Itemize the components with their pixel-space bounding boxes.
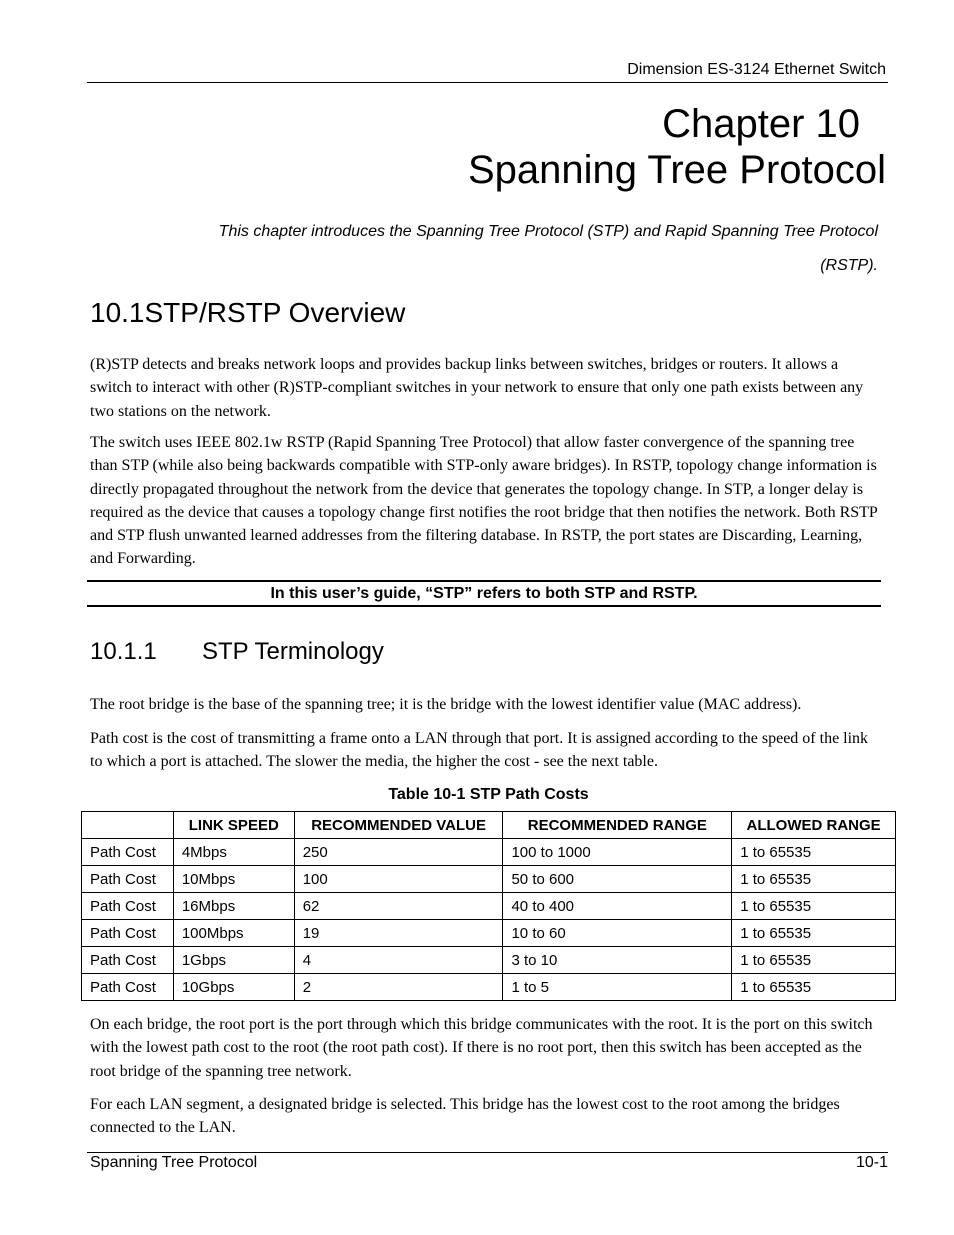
running-header: Dimension ES-3124 Ethernet Switch [627,61,886,78]
table-cell: 4Mbps [173,839,294,866]
paragraph-root-bridge: The root bridge is the base of the spanning tree; it is the bridge with the lowest identifier value (MAC address). [90,696,802,713]
section-heading: 10.1STP/RSTP Overview [90,297,406,328]
table-cell: 1 to 5 [503,974,732,1001]
table-cell: 1 to 65535 [732,947,896,974]
table-cell: Path Cost [82,920,174,947]
table-cell: 100 to 1000 [503,839,732,866]
note-box: In this user’s guide, “STP” refers to both STP and RSTP. [87,580,881,607]
table-row [82,893,896,920]
table-cell: 250 [294,839,503,866]
chapter-title: Spanning Tree Protocol [467,148,886,192]
footer-page-number: 10-1 [855,1154,888,1171]
table-cell: Path Cost [82,866,174,893]
table-row [82,839,896,866]
table-cell: 1Gbps [173,947,294,974]
table-cell: 1 to 65535 [732,866,896,893]
table-cell: 1 to 65535 [732,893,896,920]
table-header-cell: LINK SPEED [173,812,294,839]
table-cell: 10Gbps [173,974,294,1001]
table-cell: 1 to 65535 [732,920,896,947]
table-cell: 50 to 600 [503,866,732,893]
table-cell: 2 [294,974,503,1001]
subsection-heading [90,638,384,666]
table-cell: 10 to 60 [503,920,732,947]
path-cost-table [81,811,896,1001]
table-cell: 1 to 65535 [732,974,896,1001]
subsection-title: STP Terminology [202,638,384,665]
table-cell: 62 [294,893,503,920]
table-cell: 100Mbps [173,920,294,947]
table-header-cell: RECOMMENDED VALUE [294,812,503,839]
paragraph-designated-bridge: For each LAN segment, a designated bridge is selected. This bridge has the lowest cost to the root among the bridges connected to the LAN. [90,1096,840,1137]
chapter-number: Chapter 10 [662,102,860,146]
table-cell: 4 [294,947,503,974]
table-header-cell: ALLOWED RANGE [732,812,896,839]
table-row [82,974,896,1001]
paragraph-root-port: On each bridge, the root port is the port through which this bridge communicates with the root. It is the port on this switch with the lowest path cost to the root (the root path cost). If there is no root port, then this switch has been accepted as the root bridge of the spanning tree network. [90,1016,873,1080]
table-cell: 19 [294,920,503,947]
table-cell: 1 to 65535 [732,839,896,866]
table-header-row [82,812,896,839]
table-row [82,920,896,947]
table-cell: Path Cost [82,839,174,866]
table-cell: Path Cost [82,947,174,974]
subsection-number: 10.1.1 [90,638,157,665]
footer-rule [87,1152,888,1153]
table-row [82,866,896,893]
paragraph-path-cost: Path cost is the cost of transmitting a frame onto a LAN through that port. It is assigned according to the speed of the link to which a port is attached. The slower the media, the higher the cost - see the next table. [90,730,869,771]
table-cell: Path Cost [82,974,174,1001]
chapter-intro-line-1: This chapter introduces the Spanning Tree Protocol (STP) and Rapid Spanning Tree Protocol [218,223,878,240]
table-cell: 40 to 400 [503,893,732,920]
table-caption: Table 10-1 STP Path Costs [388,786,589,803]
header-rule [87,82,888,83]
table-cell: 16Mbps [173,893,294,920]
footer-chapter-name: Spanning Tree Protocol [90,1154,258,1171]
table-header-cell [82,812,174,839]
table-row [82,947,896,974]
table-header-cell: RECOMMENDED RANGE [503,812,732,839]
table-cell: 3 to 10 [503,947,732,974]
table-cell: 100 [294,866,503,893]
table-cell: 10Mbps [173,866,294,893]
table-cell: Path Cost [82,893,174,920]
chapter-intro-line-2: (RSTP). [820,257,878,274]
paragraph-rstp-details: The switch uses IEEE 802.1w RSTP (Rapid Spanning Tree Protocol) that allow faster convergence of the spanning tree than STP (while also being backwards compatible with STP-only aware bridges). In RSTP, topology change information is directly propagated throughout the network from the device that generates the topology change. In STP, a longer delay is required as the device that causes a topology change first notifies the root bridge that then notifies the network. Both RSTP and STP flush unwanted learned addresses from the filtering database. In RSTP, the port states are Discarding, Learning, and Forwarding. [90,434,878,568]
paragraph-rstp-overview: (R)STP detects and breaks network loops and provides backup links between switches, bridges or routers. It allows a switch to interact with other (R)STP-compliant switches in your network to ensure that only one path exists between any two stations on the network. [90,356,864,420]
